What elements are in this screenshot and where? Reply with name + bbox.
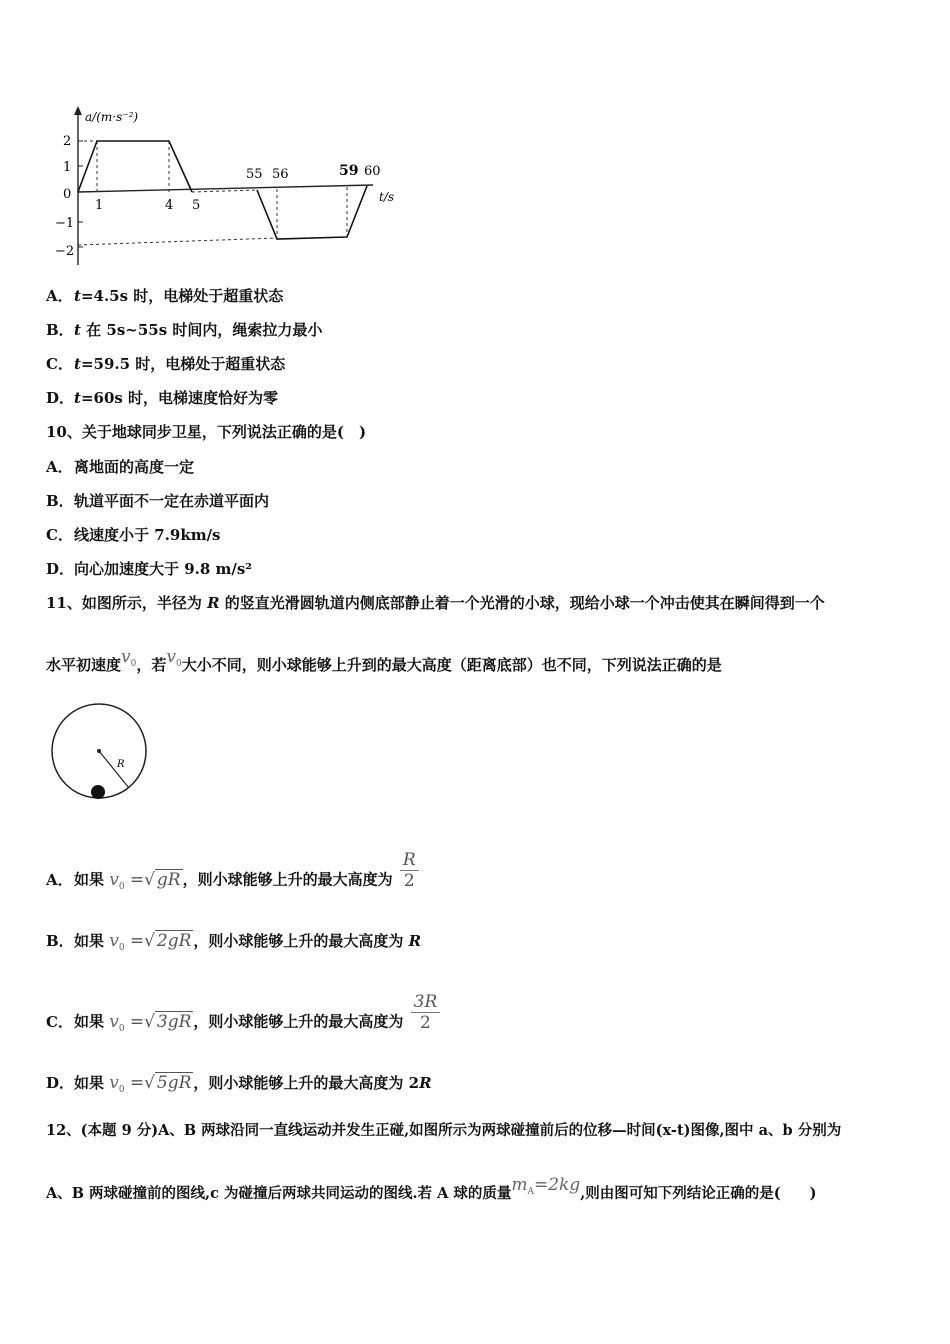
acceleration-time-graph [55, 105, 415, 273]
x-tick-label: 1 [95, 198, 104, 213]
option-10b: B．轨道平面不一定在赤道平面内 [46, 492, 270, 510]
option-9a: A．t=4.5s 时，电梯处于超重状态 [46, 287, 284, 305]
option-9b: B．t 在 5s~55s 时间内，绳索拉力最小 [46, 321, 323, 339]
option-10d: D．向心加速度大于 9.8 m/s² [46, 560, 252, 578]
radius-label: R [117, 759, 125, 770]
x-axis-label: t/s [379, 190, 395, 204]
x-tick-label: 5 [192, 198, 201, 213]
option-11a: A．如果 $v_0$ =√ gR ，则小球能够上升的最大高度为 $\frac{R}{2}$ [46, 860, 419, 901]
option-10c: C．线速度小于 7.9km/s [46, 526, 221, 544]
acceleration-curve-negative [257, 186, 367, 239]
x-axis [78, 185, 373, 192]
y-axis-arrow [74, 106, 82, 115]
y-tick-label: 1 [63, 160, 72, 175]
option-10a: A．离地面的高度一定 [46, 458, 195, 476]
question-11-stem-line2: 水平初速度$v_0$，若$v_0$大小不同，则小球能够上升到的最大高度（距离底部）也不同，下列说法正确的是 [46, 647, 722, 674]
question-11-stem-line1: 11、如图所示，半径为 R 的竖直光滑圆轨道内侧底部静止着一个光滑的小球，现给小球一个冲击使其在瞬间得到一个 [46, 594, 825, 612]
y-axis-label: a/(m·s⁻²) [85, 110, 139, 124]
x-tick-label: 55 [246, 167, 263, 182]
option-9d: D．t=60s 时，电梯速度恰好为零 [46, 389, 279, 407]
y-tick-label: 0 [63, 187, 72, 202]
y-tick-label: −2 [55, 244, 75, 259]
option-9c: C．t=59.5 时，电梯处于超重状态 [46, 355, 286, 373]
question-12-stem-line1: 12、(本题 9 分)A、B 两球沿同一直线运动并发生正碰,如图所示为两球碰撞前后的位移—时间(x-t)图像,图中 a、b 分别为 [46, 1122, 842, 1139]
y-tick-label: −1 [55, 216, 75, 231]
ball [91, 785, 105, 799]
y-tick-label: 2 [63, 134, 72, 149]
circle-track-figure [48, 700, 153, 805]
question-10-stem: 10、关于地球同步卫星，下列说法正确的是( ) [46, 423, 367, 441]
x-tick-label: 4 [165, 198, 174, 213]
acceleration-curve [78, 141, 192, 192]
option-11d: D．如果 $v_0$ =√ 5gR ，则小球能够上升的最大高度为 2R [46, 1073, 432, 1095]
x-tick-label: 59 [339, 163, 359, 179]
option-11c: C．如果 $v_0$ =√ 3gR ，则小球能够上升的最大高度为 $\frac{3R}{2}$ [46, 1002, 440, 1043]
x-tick-label: 60 [364, 164, 381, 179]
question-12-stem-line2: A、B 两球碰撞前的图线,c 为碰撞后两球共同运动的图线.若 A 球的质量$m_A=2kg$,则由图可知下列结论正确的是( ) [46, 1175, 817, 1202]
option-11b: B．如果 $v_0$ =√ 2gR ，则小球能够上升的最大高度为 R [46, 931, 422, 953]
x-tick-label: 56 [272, 167, 289, 182]
